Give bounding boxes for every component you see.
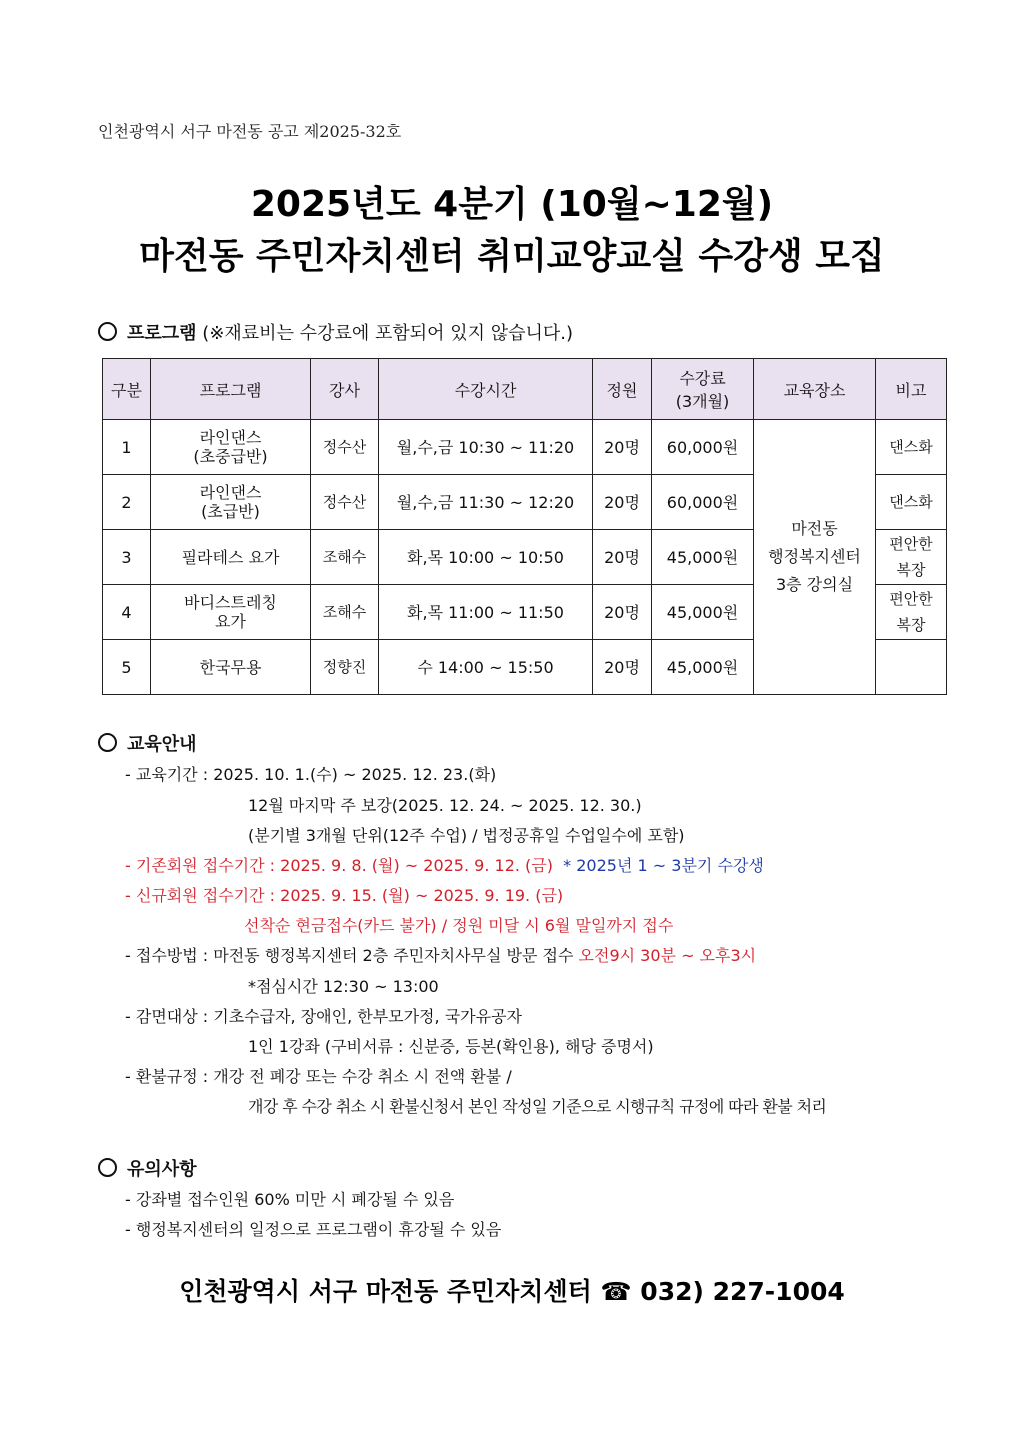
cell-remarks: 댄스화 <box>876 475 947 530</box>
education-heading-text: 교육안내 <box>127 734 197 755</box>
program-line: (초급반) <box>201 502 260 521</box>
page-title-line1: 2025년도 4분기 (10월~12월) <box>250 184 774 225</box>
cell-program: 필라테스 요가 <box>151 530 311 585</box>
program-section-heading <box>98 319 573 345</box>
cell-time: 화,목 11:00 ~ 11:50 <box>379 585 593 640</box>
cell-no: 4 <box>103 585 151 640</box>
cell-capacity: 20명 <box>593 640 652 695</box>
cell-time: 화,목 10:00 ~ 10:50 <box>379 530 593 585</box>
circle-bullet-icon <box>98 322 117 341</box>
caution-item: - 강좌별 접수인원 60% 미만 시 폐강될 수 있음 <box>125 1190 455 1209</box>
existing-note: * 2025년 1 ~ 3분기 수강생 <box>563 856 764 875</box>
caution-section-heading <box>98 1155 197 1181</box>
method-hours: 오전9시 30분 ~ 오후3시 <box>578 946 757 965</box>
cell-no: 3 <box>103 530 151 585</box>
place-line: 행정복지센터 <box>768 547 861 566</box>
period-makeup: 12월 마지막 주 보강(2025. 12. 24. ~ 2025. 12. 30.) <box>248 796 642 815</box>
header-capacity: 정원 <box>593 359 652 420</box>
program-line: 바디스트레칭 <box>184 593 277 612</box>
new-member-note: 선착순 현금접수(카드 불가) / 정원 미달 시 6월 말일까지 접수 <box>244 916 674 935</box>
cell-instructor: 정향진 <box>311 640 379 695</box>
existing-member-period <box>125 853 764 876</box>
place-line: 마전동 <box>791 519 838 538</box>
period-value: 2025. 10. 1.(수) ~ 2025. 12. 23.(화) <box>213 765 497 784</box>
header-instructor: 강사 <box>311 359 379 420</box>
new-member-period: - 신규회원 접수기간 : 2025. 9. 15. (월) ~ 2025. 9. 19. (금) <box>125 886 564 905</box>
header-no: 구분 <box>103 359 151 420</box>
cell-no: 2 <box>103 475 151 530</box>
cell-fee: 45,000원 <box>652 640 754 695</box>
cell-time: 월,수,금 10:30 ~ 11:20 <box>379 420 593 475</box>
cell-capacity: 20명 <box>593 530 652 585</box>
cell-no: 1 <box>103 420 151 475</box>
program-line: 요가 <box>215 612 246 631</box>
header-place: 교육장소 <box>754 359 876 420</box>
period-unit: (분기별 3개월 단위(12주 수업) / 법정공휴일 수업일수에 포함) <box>248 826 685 845</box>
footer-contact: 인천광역시 서구 마전동 주민자치센터 ☎ 032) 227-1004 <box>179 1277 845 1306</box>
program-line: 라인댄스 <box>199 428 262 447</box>
discount-target: - 감면대상 : 기초수급자, 장애인, 한부모가정, 국가유공자 <box>125 1007 522 1026</box>
cell-instructor: 조해수 <box>311 585 379 640</box>
refund-note: 개강 후 수강 취소 시 환불신청서 본인 작성일 기준으로 시행규칙 규정에 따라 환불 처리 <box>248 1097 827 1116</box>
cell-remarks: 댄스화 <box>876 420 947 475</box>
cell-instructor: 정수산 <box>311 475 379 530</box>
header-fee <box>652 359 754 420</box>
cell-capacity: 20명 <box>593 585 652 640</box>
header-time: 수강시간 <box>379 359 593 420</box>
cell-fee: 45,000원 <box>652 585 754 640</box>
caution-item: - 행정복지센터의 일정으로 프로그램이 휴강될 수 있음 <box>125 1220 502 1239</box>
page-title-line2: 마전동 주민자치센터 취미교양교실 수강생 모집 <box>139 236 885 277</box>
cell-remarks <box>876 530 947 585</box>
cell-capacity: 20명 <box>593 475 652 530</box>
header-program: 프로그램 <box>151 359 311 420</box>
program-note: (※재료비는 수강료에 포함되어 있지 않습니다.) <box>202 323 574 344</box>
remark-line: 복장 <box>896 561 926 579</box>
refund-policy: - 환불규정 : 개강 전 폐강 또는 수강 취소 시 전액 환불 / <box>125 1067 512 1086</box>
circle-bullet-icon <box>98 1158 117 1177</box>
education-section-heading <box>98 730 197 756</box>
notice-number: 인천광역시 서구 마전동 공고 제2025-32호 <box>98 122 402 141</box>
remark-line: 복장 <box>896 616 926 634</box>
cell-remarks <box>876 585 947 640</box>
caution-heading-text: 유의사항 <box>127 1159 197 1180</box>
application-method <box>125 943 756 966</box>
header-remarks: 비고 <box>876 359 947 420</box>
cell-instructor: 조해수 <box>311 530 379 585</box>
circle-bullet-icon <box>98 733 117 752</box>
program-line: 라인댄스 <box>199 483 262 502</box>
remark-line: 편안한 <box>889 590 933 608</box>
cell-program <box>151 475 311 530</box>
remark-line: 편안한 <box>889 535 933 553</box>
cell-capacity: 20명 <box>593 420 652 475</box>
cell-program <box>151 420 311 475</box>
program-line: (초중급반) <box>193 447 268 466</box>
cell-fee: 60,000원 <box>652 420 754 475</box>
program-table <box>102 358 947 695</box>
discount-note: 1인 1강좌 (구비서류 : 신분증, 등본(확인용), 해당 증명서) <box>248 1037 654 1056</box>
cell-remarks <box>876 640 947 695</box>
period-label: - 교육기간 : <box>125 765 214 784</box>
header-fee-line1: 수강료 <box>679 369 726 388</box>
cell-fee: 60,000원 <box>652 475 754 530</box>
lunch-time: *점심시간 12:30 ~ 13:00 <box>248 977 439 996</box>
program-heading-text: 프로그램 <box>127 323 197 344</box>
education-period <box>125 762 496 785</box>
cell-no: 5 <box>103 640 151 695</box>
header-fee-line2: (3개월) <box>675 392 730 411</box>
cell-time: 수 14:00 ~ 15:50 <box>379 640 593 695</box>
cell-instructor: 정수산 <box>311 420 379 475</box>
place-line: 3층 강의실 <box>775 575 854 594</box>
cell-program <box>151 585 311 640</box>
cell-time: 월,수,금 11:30 ~ 12:20 <box>379 475 593 530</box>
cell-fee: 45,000원 <box>652 530 754 585</box>
table-header-row <box>103 359 947 420</box>
cell-program: 한국무용 <box>151 640 311 695</box>
method-label: - 접수방법 : 마전동 행정복지센터 2층 주민자치사무실 방문 접수 <box>125 946 579 965</box>
table-row <box>103 420 947 475</box>
cell-place <box>754 420 876 695</box>
existing-label: - 기존회원 접수기간 : 2025. 9. 8. (월) ~ 2025. 9. 12. (금) <box>125 856 553 875</box>
